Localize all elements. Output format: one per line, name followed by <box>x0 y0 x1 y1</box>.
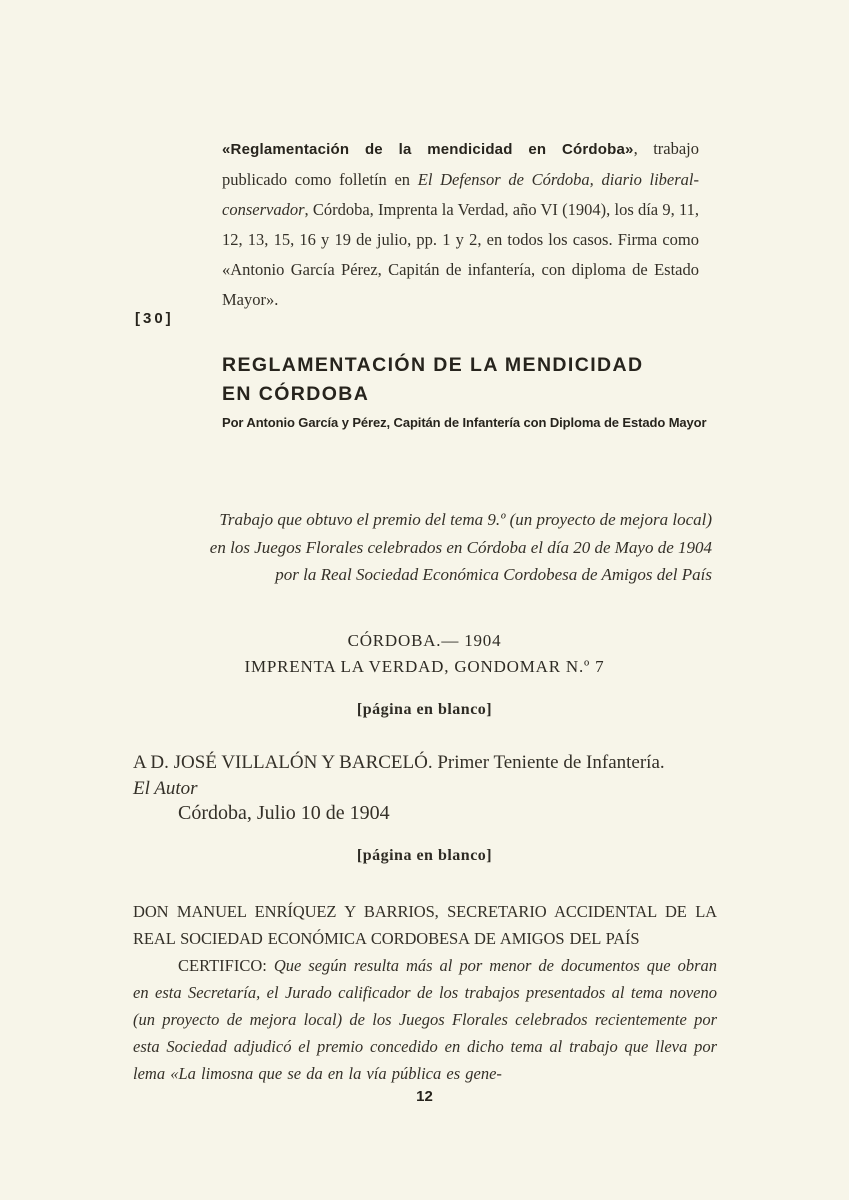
bibliographic-note-journal-title: El Defensor de Córdoba, diario liberal-conservador <box>222 170 700 219</box>
dedication <box>133 750 733 827</box>
entry-title-line-2: EN CÓRDOBA <box>222 383 370 405</box>
imprint-printer-address: IMPRENTA LA VERDAD, GONDOMAR N.º 7 <box>244 657 605 676</box>
entry-title-block <box>222 351 762 430</box>
bibliographic-note-text: , trabajo publicado como folletín en <box>222 139 700 189</box>
bibliographic-note <box>222 134 699 315</box>
certification-label: CERTIFICO: <box>178 956 274 975</box>
certification <box>133 898 717 1087</box>
bibliographic-note-details: , Córdoba, Imprenta la Verdad, año VI (1904), los día 9, 11, 12, 13, 15, 16 y 19 de julio, pp. 1 y 2, en todos los casos. Firma como «Antonio García Pérez, Capitán de infantería, con diploma de Estado Mayor». <box>222 200 699 309</box>
blank-page-marker-1: [página en blanco] <box>356 701 493 718</box>
entry-number: [30] <box>135 310 174 327</box>
award-note-line-2: en los Juegos Florales celebrados en Córdoba el día 20 de Mayo de 1904 <box>209 537 712 557</box>
certification-heading: DON MANUEL ENRÍQUEZ Y BARRIOS, SECRETARIO ACCIDENTAL DE LA REAL SOCIEDAD ECONÓMICA CORDOBESA DE AMIGOS DEL PAÍS <box>133 902 717 948</box>
award-note-line-3: por la Real Sociedad Económica Cordobesa de Amigos del País <box>275 565 712 584</box>
certification-body <box>133 952 717 1087</box>
imprint-city-year: CÓRDOBA.— 1904 <box>347 631 502 650</box>
dedication-author: El Autor <box>133 777 198 799</box>
certification-text: Que según resulta más al por menor de documentos que obran en esta Secretaría, el Jurado calificador de los trabajos presentados al tema noveno (un proyecto de mejora local) de los Juegos Florales celebrados recientemente por esta Sociedad adjudicó el premio concedido en dicho tema al trabajo que lleva por lema «La limosna que se da en la vía pública es gene- <box>133 956 717 1083</box>
imprint <box>0 628 849 680</box>
award-note <box>200 506 712 589</box>
bibliographic-note-title: «Reglamentación de la mendicidad en Córdoba» <box>222 141 634 158</box>
dedication-date: Córdoba, Julio 10 de 1904 <box>178 802 390 824</box>
dedication-recipient: A D. JOSÉ VILLALÓN Y BARCELÓ. Primer Teniente de Infantería. <box>133 752 665 773</box>
award-note-line-1: Trabajo que obtuvo el premio del tema 9.º (un proyecto de mejora local) <box>219 510 712 529</box>
page-number: 12 <box>416 1088 433 1105</box>
blank-page-marker-2: [página en blanco] <box>356 847 493 864</box>
entry-byline: Por Antonio García y Pérez, Capitán de Infantería con Diploma de Estado Mayor <box>222 415 707 430</box>
entry-title-line-1: REGLAMENTACIÓN DE LA MENDICIDAD <box>222 354 644 376</box>
